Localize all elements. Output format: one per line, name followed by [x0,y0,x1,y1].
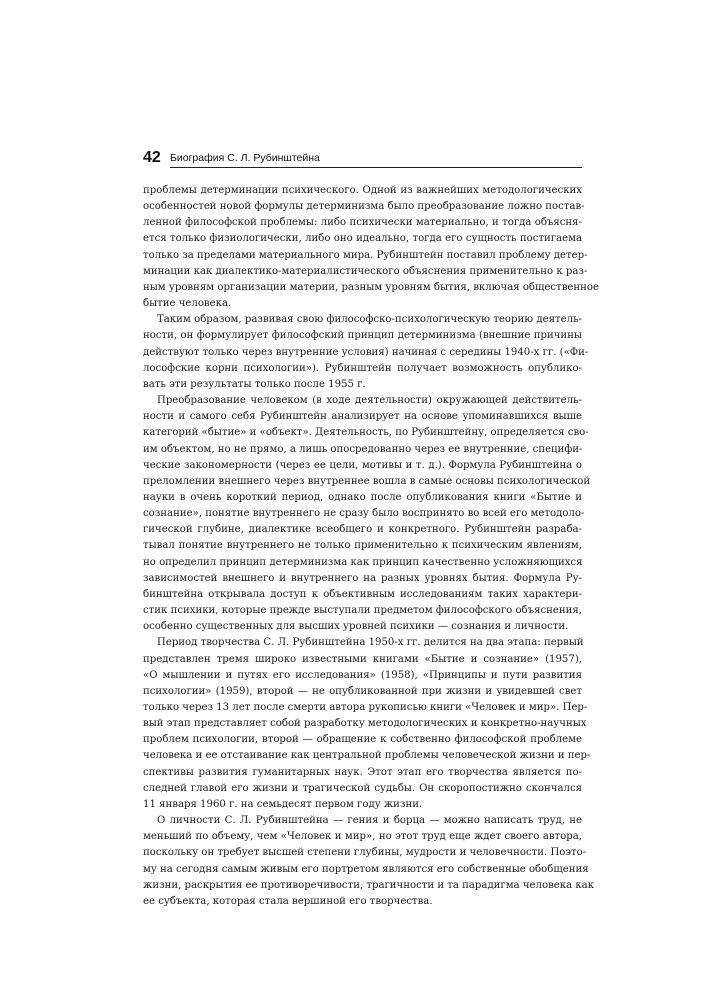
paragraph [143,312,589,393]
text-line: вый этап представляет собой разработку методологических и конкретно-научных [143,718,587,730]
text-line: действуют только через внутренние условия) начиная с середины 1940-х гг. («Фи- [143,346,589,358]
text-line: науки в очень короткий период, однако после опубликования книги «Бытие и [143,491,582,503]
text-line: проблем психологии, второй — обращение к собственно философской проблеме [143,734,582,746]
text-line: лософские корни психологии»). Рубинштейн получает возможность опублико- [143,362,582,374]
page-number: 42 [143,149,161,166]
text-line: гической глубине, диалектике всеобщего и конкретного. Рубинштейн разраба- [143,524,582,536]
text-line: но определил принцип детерминизма как принцип качественно усложняющихся [143,556,583,568]
text-line: ным уровням организации материи, разным уровням бытия, включая общественное [143,281,599,293]
text-line: проблемы детерминации психического. Одной из важнейших методологических [143,185,582,196]
page-header [143,148,582,170]
text-line: меньший по объему, чем «Человек и мир», но этот труд еще ждет своего автора, [143,831,582,843]
text-line: минации как диалектико-материалистического объяснения применительно к раз- [143,265,588,277]
text-line: Преобразование человеком (в ходе деятельности) окружающей действитель- [157,395,582,407]
text-line: вать эти результаты только после 1955 г. [143,378,366,390]
text-line: бытие человека. [143,298,232,310]
text-line: только через 13 лет после смерти автора рукописью книги «Человек и мир». Пер- [143,702,588,713]
text-line: тывал понятие внутреннего не только применительно к психическим явлениям, [143,540,582,552]
text-line: представлен тремя широко известными книгами «Бытие и сознание» (1957), [143,653,582,665]
text-line: ее субъекта, которая стала вершиной его творчества. [143,895,433,907]
body-text [143,183,599,910]
text-line: зависимостей внешнего и внутреннего на разных уровнях бытия. Формула Ру- [143,572,582,584]
text-line: ческие закономерности (через ее цели, мотивы и т. д.). Формула Рубинштейна о [143,459,582,471]
text-line: преломлении внешнего через внутреннее вошла в самые основы психологической [143,475,591,487]
text-line: только за пределами материального мира. Рубинштейн поставил проблему детер- [143,249,588,261]
text-line: им объектом, но не прямо, а лишь опосредованно через ее внутренние, специфи- [143,443,583,455]
header-rule [170,167,582,168]
text-line: поскольку он требует высшей степени глубины, мудрости и человечности. Поэто- [143,847,587,859]
text-line: сознание», понятие внутреннего не сразу было воспринято во всей его методоло- [143,508,585,520]
text-line: жизни, раскрытия ее противоречивости, трагичности и та парадигма человека как [143,879,595,891]
text-line: му на сегодня самым живым его портретом являются его собственные обобщения [143,863,589,875]
text-line: О личности С. Л. Рубинштейна — гения и борца — можно написать труд, не [157,815,582,827]
paragraph [143,635,591,813]
text-line: категорий «бытие» и «объект». Деятельность, по Рубинштейну, определяется сво- [143,427,589,439]
running-title: Биография С. Л. Рубинштейна [170,152,320,164]
text-line: 11 января 1960 г. на семьдесят первом году жизни. [143,798,423,810]
text-line: стик психики, которые прежде выступали предметом философского объяснения, [143,605,582,617]
text-line: ленной философской проблемы: либо психически материально, и тогда объясня- [143,217,582,229]
text-line: Период творчества С. Л. Рубинштейна 1950-х гг. делится на два этапа: первый [157,637,584,649]
paragraph [143,813,595,910]
paragraph [143,183,599,312]
text-line: особенностей новой формулы детерминизма было преобразование ложно постав- [143,201,585,213]
text-line: бинштейна открывала доступ к объективным исследованиям таких характери- [143,588,582,600]
text-line: особенно существенных для высших уровней психики — сознания и личности. [143,621,569,633]
text-line: ется только физиологически, либо оно идеально, тогда его сущность постигаема [143,233,582,245]
text-line: психологии» (1959), второй — не опубликованной при жизни и увидевшей свет [143,685,582,697]
text-line: следней главой его жизни и трагической судьбы. Он скоропостижно скончался [143,782,582,794]
text-line: Таким образом, развивая свою философско-психологическую теорию деятель- [157,314,582,326]
text-line: человека и ее отстаивание как центральной проблемы человеческой жизни и пер- [143,750,591,762]
text-line: спективы развития гуманитарных наук. Этот этап его творчества является по- [143,766,582,778]
paragraph [143,393,591,635]
text-line: ности и самого себя Рубинштейн анализирует на основе упоминавшихся выше [143,411,582,423]
text-line: ности, он формулирует философский принцип детерминизма (внешние причины [143,330,582,342]
text-line: «О мышлении и путях его исследования» (1958), «Принципы и пути развития [143,669,582,681]
